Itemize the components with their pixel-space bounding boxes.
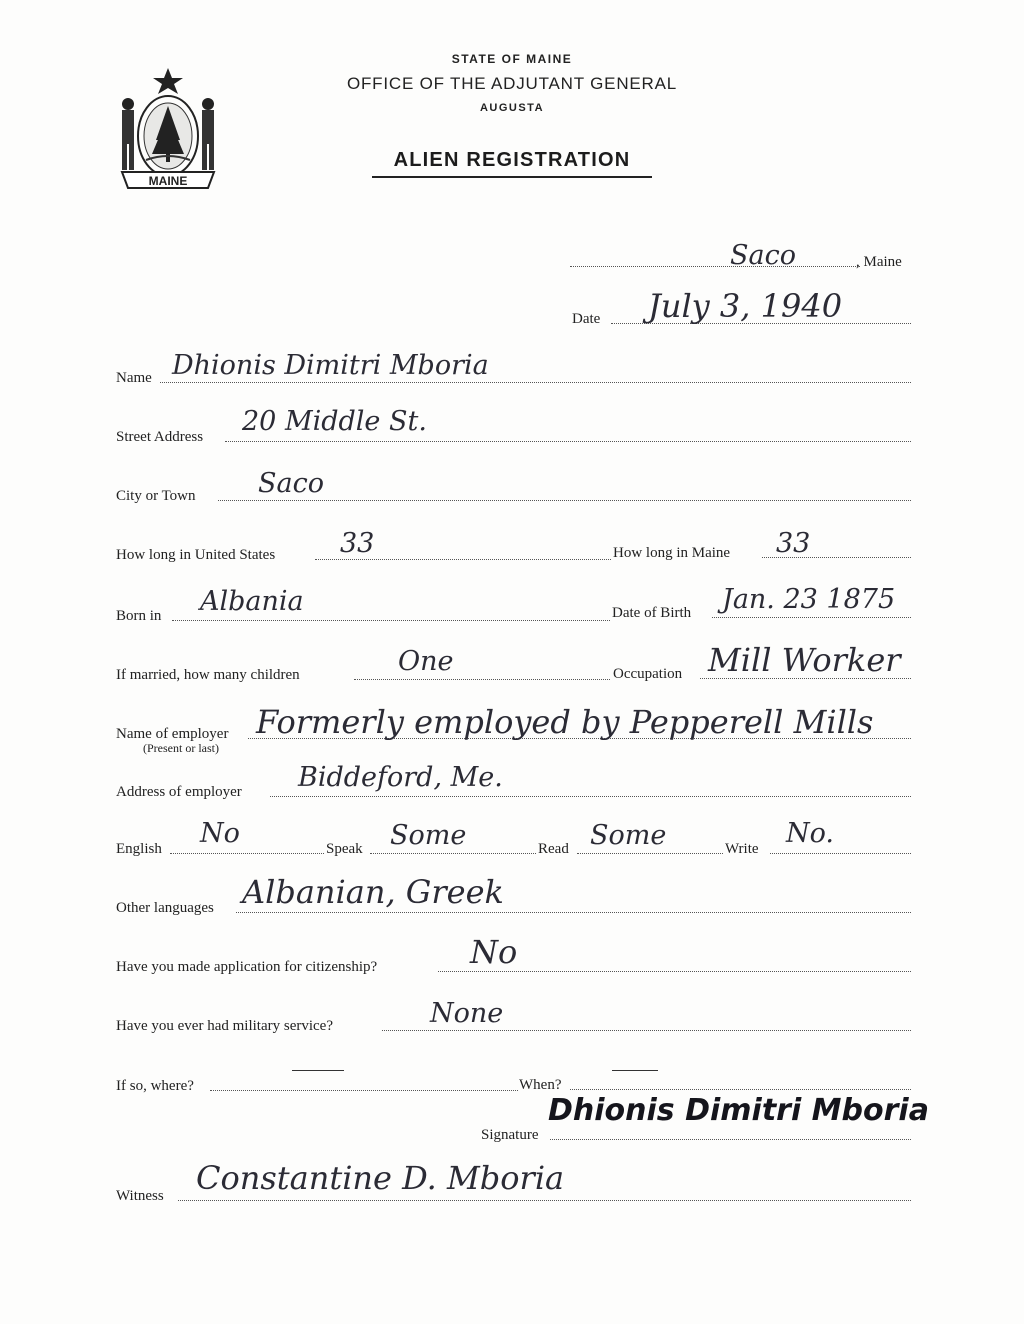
military-label: Have you ever had military service? — [116, 1018, 333, 1034]
when-line — [570, 1089, 911, 1090]
town-line — [570, 266, 860, 267]
military-value: None — [430, 998, 504, 1029]
signature-label: Signature — [481, 1127, 539, 1143]
read-value: Some — [590, 820, 667, 851]
employer-sublabel: (Present or last) — [143, 741, 219, 755]
header-state: STATE OF MAINE — [451, 52, 573, 66]
maine-label: , Maine — [856, 254, 902, 270]
date-label: Date — [572, 311, 601, 327]
employer-label: Name of employer — [116, 726, 229, 742]
employer-value: Formerly employed by Pepperell Mills — [256, 703, 874, 741]
citizenship-line — [438, 971, 911, 972]
street-address-line — [225, 441, 911, 442]
witness-line — [178, 1200, 911, 1201]
other-languages-line — [236, 912, 911, 913]
date-value: July 3, 1940 — [648, 287, 843, 325]
born-in-line — [172, 620, 610, 621]
witness-label: Witness — [116, 1188, 164, 1204]
citizenship-value: No — [470, 933, 518, 971]
children-value: One — [398, 646, 454, 677]
write-line — [770, 853, 911, 854]
employer-address-label: Address of employer — [116, 784, 242, 800]
name-label: Name — [116, 370, 152, 386]
born-in-label: Born in — [116, 608, 162, 624]
citizenship-label: Have you made application for citizenship? — [116, 959, 378, 975]
street-address-label: Street Address — [116, 429, 204, 445]
occupation-label: Occupation — [613, 666, 683, 682]
other-languages-value: Albanian, Greek — [242, 873, 504, 911]
write-value: No. — [786, 818, 834, 849]
read-label: Read — [538, 841, 569, 857]
employer-address-value: Biddeford, Me. — [298, 762, 503, 793]
name-line — [160, 382, 911, 383]
how-long-maine-label: How long in Maine — [613, 545, 731, 561]
witness-value: Constantine D. Mboria — [196, 1159, 565, 1197]
speak-value: Some — [390, 820, 467, 851]
read-line — [577, 853, 723, 854]
town-value: Saco — [730, 240, 796, 271]
header-city: AUGUSTA — [479, 102, 545, 114]
where-blank-dash — [292, 1070, 344, 1071]
other-languages-label: Other languages — [116, 900, 214, 916]
english-line — [170, 853, 324, 854]
how-long-us-label: How long in United States — [116, 547, 276, 563]
military-line — [382, 1030, 911, 1031]
header-office: OFFICE OF THE ADJUTANT GENERAL — [346, 74, 678, 93]
how-long-maine-value: 33 — [776, 528, 811, 559]
english-label: English — [116, 841, 162, 857]
occupation-value: Mill Worker — [708, 641, 901, 679]
date-of-birth-label: Date of Birth — [612, 605, 692, 621]
employer-address-line — [270, 796, 911, 797]
how-long-us-line — [315, 559, 611, 560]
children-label: If married, how many children — [116, 667, 300, 683]
svg-text:MAINE: MAINE — [148, 174, 188, 188]
write-label: Write — [725, 841, 759, 857]
speak-label: Speak — [326, 841, 363, 857]
date-of-birth-value: Jan. 23 1875 — [722, 584, 896, 615]
how-long-us-value: 33 — [340, 528, 375, 559]
born-in-value: Albania — [200, 586, 304, 617]
form-title: ALIEN REGISTRATION — [372, 149, 652, 178]
city-label: City or Town — [116, 488, 196, 504]
name-value: Dhionis Dimitri Mboria — [172, 350, 489, 381]
where-label: If so, where? — [116, 1078, 194, 1094]
english-value: No — [200, 818, 240, 849]
signature-line — [550, 1139, 911, 1140]
street-address-value: 20 Middle St. — [242, 406, 427, 437]
city-value: Saco — [258, 468, 324, 499]
speak-line — [370, 853, 536, 854]
signature-value: Dhionis Dimitri Mboria — [548, 1093, 929, 1128]
when-label: When? — [519, 1077, 562, 1093]
date-of-birth-line — [712, 617, 911, 618]
where-line — [210, 1090, 518, 1091]
when-blank-dash — [612, 1070, 658, 1071]
children-line — [354, 679, 610, 680]
city-line — [218, 500, 911, 501]
